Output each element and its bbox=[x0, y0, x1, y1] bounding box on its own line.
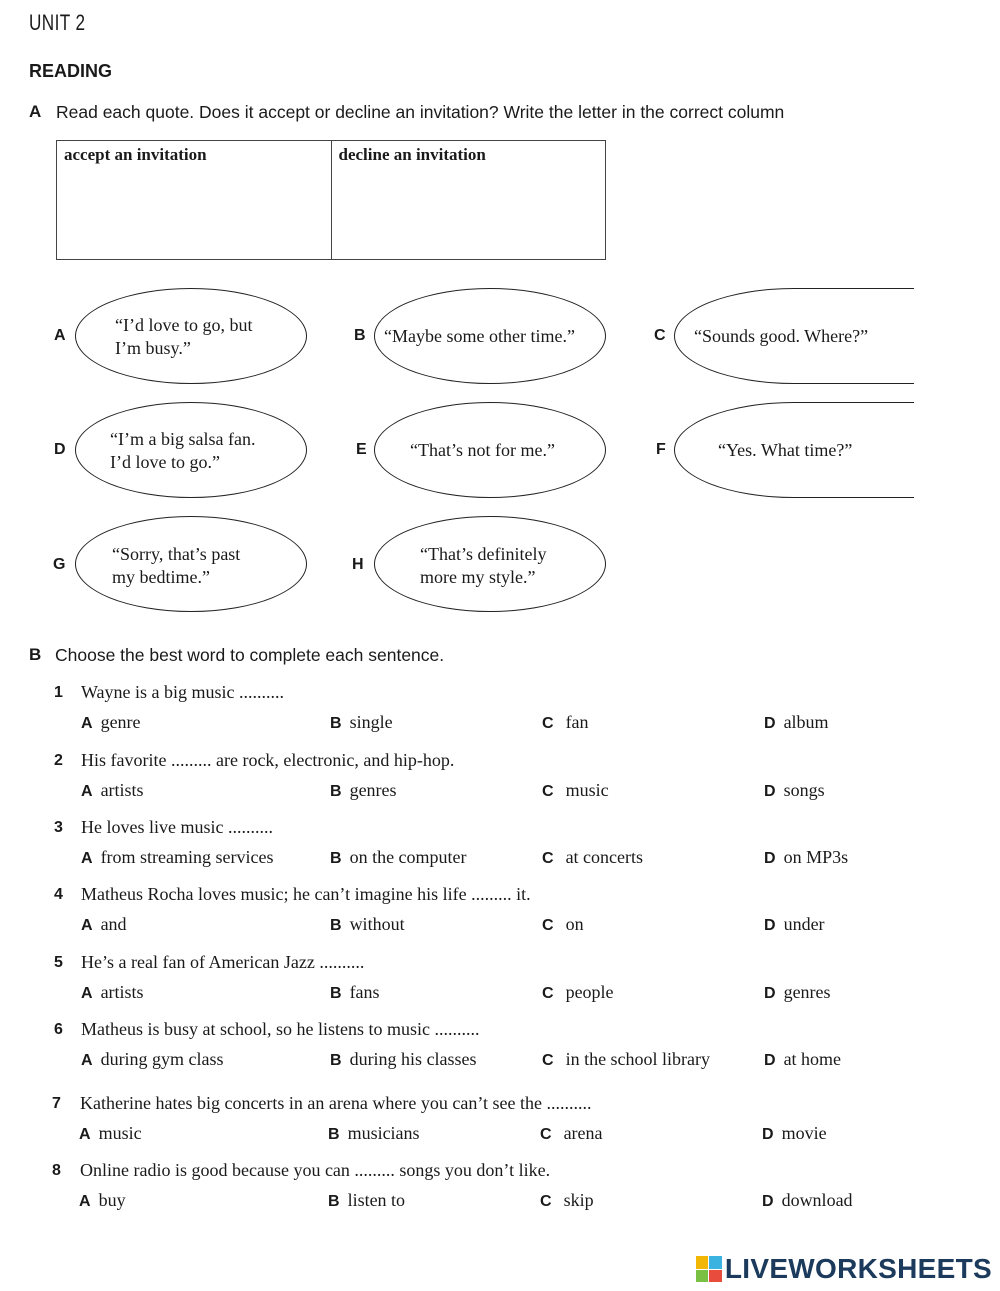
option-text: genres bbox=[783, 982, 831, 1002]
option-letter: A bbox=[81, 1052, 93, 1069]
answer-option-b[interactable] bbox=[330, 780, 397, 801]
option-text: during gym class bbox=[100, 1049, 224, 1069]
option-text: artists bbox=[100, 982, 144, 1002]
option-letter: A bbox=[79, 1193, 91, 1210]
option-text: buy bbox=[98, 1190, 126, 1210]
question-number: 3 bbox=[54, 819, 63, 836]
question-number: 6 bbox=[54, 1021, 63, 1038]
option-text: under bbox=[783, 914, 825, 934]
section-heading: READING bbox=[29, 61, 113, 81]
option-text: musicians bbox=[347, 1123, 420, 1143]
answer-option-d[interactable] bbox=[762, 1123, 827, 1144]
logo-square-green bbox=[696, 1270, 709, 1283]
option-letter: B bbox=[328, 1126, 340, 1143]
answer-option-b[interactable] bbox=[330, 982, 380, 1003]
option-text: album bbox=[783, 712, 829, 732]
option-text: songs bbox=[783, 780, 825, 800]
answer-option-c[interactable] bbox=[542, 712, 589, 733]
option-text: at home bbox=[783, 1049, 842, 1069]
question-text: He loves live music .......... bbox=[81, 817, 273, 837]
option-letter: C bbox=[542, 917, 554, 934]
answer-option-c[interactable] bbox=[542, 847, 643, 868]
answer-option-b[interactable] bbox=[330, 914, 405, 935]
logo-square-blue bbox=[709, 1256, 722, 1269]
quote-d-text: “I’m a big salsa fan. I’d love to go.” bbox=[110, 429, 256, 472]
option-letter: C bbox=[542, 715, 554, 732]
section-b-letter: B bbox=[29, 645, 42, 664]
question-text: Wayne is a big music .......... bbox=[81, 682, 285, 702]
option-text: on bbox=[565, 914, 584, 934]
question-text: Matheus Rocha loves music; he can’t imagine his life ......... it. bbox=[81, 884, 531, 904]
option-letter: C bbox=[540, 1193, 552, 1210]
logo-square-red bbox=[709, 1270, 722, 1283]
answer-option-b[interactable] bbox=[330, 847, 467, 868]
quote-e-letter: E bbox=[356, 441, 367, 458]
option-text: without bbox=[349, 914, 405, 934]
answer-option-a[interactable] bbox=[81, 1049, 224, 1070]
liveworksheets-logo bbox=[696, 1253, 992, 1285]
question-text: He’s a real fan of American Jazz .......... bbox=[81, 952, 365, 972]
option-letter: A bbox=[81, 985, 93, 1002]
answer-option-b[interactable] bbox=[330, 1049, 477, 1070]
question-text: His favorite ......... are rock, electronic, and hip-hop. bbox=[81, 750, 455, 770]
answer-option-b[interactable] bbox=[328, 1123, 420, 1144]
quote-h-text: “That’s definitely more my style.” bbox=[420, 544, 547, 587]
quote-c-text: “Sounds good. Where?” bbox=[694, 326, 869, 346]
option-letter: A bbox=[81, 917, 93, 934]
quote-e-text: “That’s not for me.” bbox=[410, 440, 555, 460]
answer-option-c[interactable] bbox=[542, 780, 609, 801]
unit-title: UNIT 2 bbox=[29, 10, 86, 35]
answer-option-a[interactable] bbox=[81, 847, 274, 868]
answer-option-d[interactable] bbox=[762, 1190, 853, 1211]
quote-f-letter: F bbox=[656, 441, 666, 458]
option-text: people bbox=[565, 982, 614, 1002]
decline-column[interactable] bbox=[331, 141, 606, 259]
answer-option-b[interactable] bbox=[328, 1190, 405, 1211]
answer-option-d[interactable] bbox=[764, 1049, 841, 1070]
option-text: skip bbox=[563, 1190, 594, 1210]
option-text: on MP3s bbox=[783, 847, 849, 867]
answer-option-c[interactable] bbox=[542, 1049, 710, 1070]
answer-option-b[interactable] bbox=[330, 712, 393, 733]
option-text: artists bbox=[100, 780, 144, 800]
answer-option-c[interactable] bbox=[540, 1123, 603, 1144]
option-text: arena bbox=[563, 1123, 603, 1143]
quote-a-text: “I’d love to go, but I’m busy.” bbox=[115, 315, 253, 358]
question-text: Katherine hates big concerts in an arena where you can’t see the .......... bbox=[80, 1093, 592, 1113]
quote-f-text: “Yes. What time?” bbox=[718, 440, 853, 460]
option-letter: D bbox=[762, 1126, 774, 1143]
question-number: 7 bbox=[52, 1095, 61, 1112]
option-letter: D bbox=[764, 783, 776, 800]
section-a-instruction: Read each quote. Does it accept or decline an invitation? Write the letter in the correct column bbox=[56, 102, 785, 122]
option-letter: B bbox=[330, 985, 342, 1002]
answer-option-a[interactable] bbox=[81, 780, 144, 801]
section-a-letter: A bbox=[29, 102, 42, 121]
logo-square-yellow bbox=[696, 1256, 709, 1269]
quote-b-letter: B bbox=[354, 327, 366, 344]
answer-option-d[interactable] bbox=[764, 982, 831, 1003]
answer-option-a[interactable] bbox=[81, 982, 144, 1003]
answer-table bbox=[56, 140, 606, 260]
logo-mark-icon bbox=[696, 1256, 722, 1282]
option-letter: B bbox=[330, 783, 342, 800]
question-number: 4 bbox=[54, 886, 63, 903]
question-number: 2 bbox=[54, 752, 63, 769]
option-text: single bbox=[349, 712, 393, 732]
option-text: genre bbox=[100, 712, 141, 732]
option-letter: A bbox=[81, 715, 93, 732]
option-text: download bbox=[781, 1190, 853, 1210]
option-text: music bbox=[98, 1123, 142, 1143]
quote-c-letter: C bbox=[654, 327, 666, 344]
option-letter: D bbox=[764, 715, 776, 732]
quote-h-letter: H bbox=[352, 556, 364, 573]
option-letter: C bbox=[542, 850, 554, 867]
option-text: in the school library bbox=[565, 1049, 711, 1069]
question-number: 8 bbox=[52, 1162, 61, 1179]
option-text: at concerts bbox=[565, 847, 644, 867]
answer-option-c[interactable] bbox=[540, 1190, 594, 1211]
option-letter: A bbox=[81, 850, 93, 867]
option-text: music bbox=[565, 780, 609, 800]
option-text: listen to bbox=[347, 1190, 406, 1210]
answer-option-a[interactable] bbox=[79, 1123, 142, 1144]
option-text: from streaming services bbox=[100, 847, 274, 867]
option-text: on the computer bbox=[349, 847, 467, 867]
option-letter: C bbox=[542, 985, 554, 1002]
question-number: 5 bbox=[54, 954, 63, 971]
answer-option-c[interactable] bbox=[542, 914, 584, 935]
option-letter: C bbox=[542, 783, 554, 800]
quote-b-text: “Maybe some other time.” bbox=[384, 326, 575, 346]
answer-option-d[interactable] bbox=[764, 712, 829, 733]
answer-option-d[interactable] bbox=[764, 847, 848, 868]
option-letter: A bbox=[79, 1126, 91, 1143]
quote-d-letter: D bbox=[54, 441, 66, 458]
option-letter: D bbox=[764, 985, 776, 1002]
option-text: and bbox=[100, 914, 127, 934]
answer-option-d[interactable] bbox=[764, 914, 825, 935]
option-letter: B bbox=[330, 850, 342, 867]
option-text: movie bbox=[781, 1123, 827, 1143]
option-text: fan bbox=[565, 712, 589, 732]
quote-a-letter: A bbox=[54, 327, 66, 344]
option-text: fans bbox=[349, 982, 380, 1002]
option-letter: D bbox=[764, 1052, 776, 1069]
answer-option-c[interactable] bbox=[542, 982, 614, 1003]
quote-g-text: “Sorry, that’s past my bedtime.” bbox=[112, 544, 241, 587]
accept-column[interactable] bbox=[57, 141, 331, 259]
option-letter: B bbox=[328, 1193, 340, 1210]
option-letter: D bbox=[764, 850, 776, 867]
option-letter: C bbox=[542, 1052, 554, 1069]
option-letter: C bbox=[540, 1126, 552, 1143]
decline-column-header: decline an invitation bbox=[338, 145, 486, 164]
answer-option-a[interactable] bbox=[79, 1190, 126, 1211]
option-letter: A bbox=[81, 783, 93, 800]
logo-text: LIVEWORKSHEETS bbox=[724, 1253, 992, 1284]
question-text: Online radio is good because you can ......... songs you don’t like. bbox=[80, 1160, 551, 1180]
option-text: genres bbox=[349, 780, 397, 800]
question-number: 1 bbox=[54, 684, 63, 701]
section-b-instruction: Choose the best word to complete each sentence. bbox=[55, 645, 445, 665]
answer-option-a[interactable] bbox=[81, 712, 141, 733]
option-letter: D bbox=[762, 1193, 774, 1210]
option-letter: B bbox=[330, 917, 342, 934]
answer-option-a[interactable] bbox=[81, 914, 127, 935]
option-letter: B bbox=[330, 1052, 342, 1069]
answer-option-d[interactable] bbox=[764, 780, 825, 801]
option-letter: B bbox=[330, 715, 342, 732]
question-text: Matheus is busy at school, so he listens to music .......... bbox=[81, 1019, 480, 1039]
accept-column-header: accept an invitation bbox=[64, 145, 207, 164]
option-letter: D bbox=[764, 917, 776, 934]
option-text: during his classes bbox=[349, 1049, 477, 1069]
quote-g-letter: G bbox=[53, 556, 66, 573]
